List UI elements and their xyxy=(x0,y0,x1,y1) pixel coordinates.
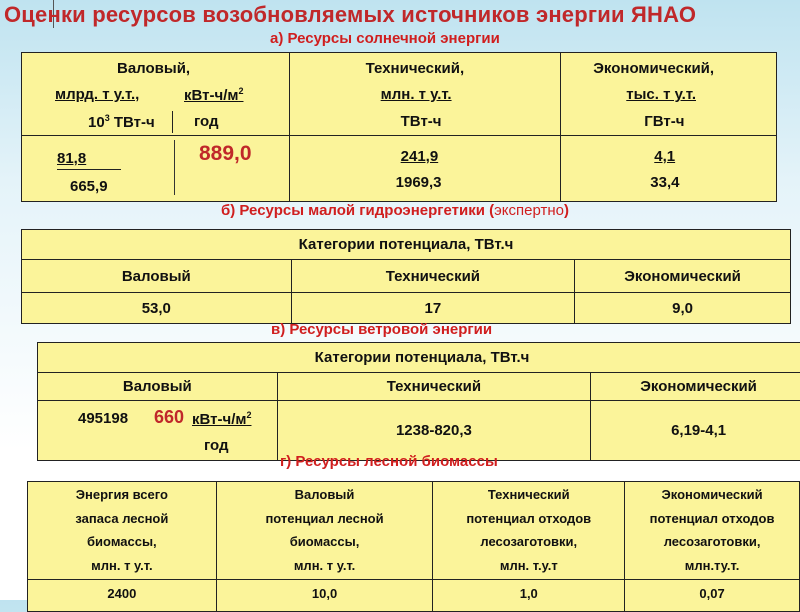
wind-econ-header: Экономический xyxy=(591,373,800,401)
hydro-header-row xyxy=(22,260,791,293)
solar-tech-value-2: 1969,3 xyxy=(396,174,442,191)
solar-gross-header-separator xyxy=(172,111,173,133)
forest-values-row xyxy=(28,580,800,612)
forest-gross-header-line4: млн. т у.т. xyxy=(217,554,433,578)
forest-econ-header xyxy=(625,482,800,580)
wind-econ-value: 6,19-4,1 xyxy=(591,401,800,461)
wind-header-row xyxy=(38,373,800,401)
solar-econ-header-line3: ГВт-ч xyxy=(644,113,684,130)
forest-total-header-line2: запаса лесной xyxy=(28,507,216,531)
hydro-table xyxy=(21,229,791,324)
solar-gross-unit3-sup: 3 xyxy=(105,113,110,123)
wind-gross-unit xyxy=(192,410,251,428)
solar-gross-unit2-sup: 2 xyxy=(238,86,243,96)
solar-gross-unit3-suffix: ТВт-ч xyxy=(110,114,155,131)
forest-econ-header-line2: потенциал отходов xyxy=(625,507,799,531)
forest-gross-header-line1: Валовый xyxy=(217,483,433,507)
forest-tech-header-line2: потенциал отходов xyxy=(433,507,624,531)
solar-tech-header-line1: Технический, xyxy=(366,60,465,77)
hydro-gross-value: 53,0 xyxy=(22,293,292,324)
forest-gross-header xyxy=(216,482,433,580)
solar-gross-values xyxy=(22,136,290,202)
wind-gross-year: год xyxy=(204,437,229,454)
forest-total-header-line1: Энергия всего xyxy=(28,483,216,507)
solar-gross-inner-separator xyxy=(174,140,175,195)
solar-econ-header-line2: тыс. т у.т. xyxy=(626,86,696,103)
solar-econ-values xyxy=(561,136,777,202)
wind-values-row xyxy=(38,401,800,461)
solar-gross-value-underline xyxy=(57,169,121,170)
wind-tech-value: 1238-820,3 xyxy=(277,401,591,461)
hydro-subtitle-note: экспертно xyxy=(494,202,564,219)
wind-gross-unit-sup: 2 xyxy=(246,410,251,420)
solar-gross-header-unit2 xyxy=(184,86,243,104)
forest-subtitle: г) Ресурсы лесной биомассы xyxy=(280,453,498,470)
hydro-subtitle xyxy=(221,202,569,219)
solar-gross-header-line1: Валовый, xyxy=(117,60,190,77)
solar-header-row xyxy=(22,53,777,136)
solar-gross-header xyxy=(22,53,290,136)
solar-gross-value-2: 665,9 xyxy=(70,178,108,195)
forest-total-header xyxy=(28,482,217,580)
forest-total-value: 2400 xyxy=(28,580,217,612)
wind-gross-value-b: 660 xyxy=(154,407,184,428)
forest-econ-header-line3: лесозаготовки, xyxy=(625,530,799,554)
hydro-tech-header: Технический xyxy=(291,260,575,293)
wind-gross-value xyxy=(38,401,278,461)
solar-gross-unit2-text: кВт-ч/м xyxy=(184,87,238,104)
forest-econ-value: 0,07 xyxy=(625,580,800,612)
wind-gross-unit-text: кВт-ч/м xyxy=(192,411,246,428)
forest-gross-header-line2: потенциал лесной xyxy=(217,507,433,531)
hydro-econ-value: 9,0 xyxy=(575,293,791,324)
solar-econ-value-2: 33,4 xyxy=(650,174,679,191)
forest-header-row xyxy=(28,482,800,580)
forest-tech-header-line4: млн. т.у.т xyxy=(433,554,624,578)
wind-gross-header: Валовый xyxy=(38,373,278,401)
hydro-econ-header: Экономический xyxy=(575,260,791,293)
hydro-category-header: Категории потенциала, ТВт.ч xyxy=(22,230,791,260)
wind-category-row xyxy=(38,343,800,373)
forest-tech-header-line1: Технический xyxy=(433,483,624,507)
forest-econ-header-line1: Экономический xyxy=(625,483,799,507)
wind-tech-header: Технический xyxy=(277,373,591,401)
forest-total-header-line4: млн. т у.т. xyxy=(28,554,216,578)
forest-tech-header xyxy=(433,482,625,580)
hydro-gross-header: Валовый xyxy=(22,260,292,293)
wind-table xyxy=(37,342,800,461)
forest-tech-header-line3: лесозаготовки, xyxy=(433,530,624,554)
solar-econ-value-1: 4,1 xyxy=(654,148,675,165)
solar-econ-header-line1: Экономический, xyxy=(593,60,714,77)
hydro-subtitle-end: ) xyxy=(564,202,569,219)
solar-gross-value-1: 81,8 xyxy=(57,150,86,167)
solar-values-row xyxy=(22,136,777,202)
forest-tech-value: 1,0 xyxy=(433,580,625,612)
solar-gross-unit3-prefix: 10 xyxy=(88,114,105,131)
hydro-category-row xyxy=(22,230,791,260)
solar-tech-header-line2: млн. т у.т. xyxy=(381,86,452,103)
hydro-values-row xyxy=(22,293,791,324)
solar-gross-header-unit3 xyxy=(88,113,155,131)
forest-total-header-line3: биомассы, xyxy=(28,530,216,554)
solar-table xyxy=(21,52,777,202)
solar-subtitle: а) Ресурсы солнечной энергии xyxy=(270,30,500,47)
wind-gross-value-a: 495198 xyxy=(78,410,128,427)
forest-econ-header-line4: млн.ту.т. xyxy=(625,554,799,578)
solar-tech-header-line3: ТВт-ч xyxy=(401,113,442,130)
solar-gross-header-unit1: млрд. т у.т., xyxy=(55,86,139,103)
solar-tech-header xyxy=(289,53,561,136)
wind-category-header: Категории потенциала, ТВт.ч xyxy=(38,343,800,373)
wind-subtitle: в) Ресурсы ветровой энергии xyxy=(271,321,492,338)
forest-gross-header-line3: биомассы, xyxy=(217,530,433,554)
solar-gross-value-3: 889,0 xyxy=(199,142,252,166)
forest-gross-value: 10,0 xyxy=(216,580,433,612)
solar-tech-values xyxy=(289,136,561,202)
forest-table xyxy=(27,481,800,612)
hydro-tech-value: 17 xyxy=(291,293,575,324)
hydro-subtitle-main: б) Ресурсы малой гидроэнергетики ( xyxy=(221,202,494,219)
solar-econ-header xyxy=(561,53,777,136)
page-title: Оценки ресурсов возобновляемых источников энергии ЯНАО xyxy=(4,2,696,28)
solar-tech-value-1: 241,9 xyxy=(401,148,439,165)
solar-gross-header-year: год xyxy=(194,113,219,130)
